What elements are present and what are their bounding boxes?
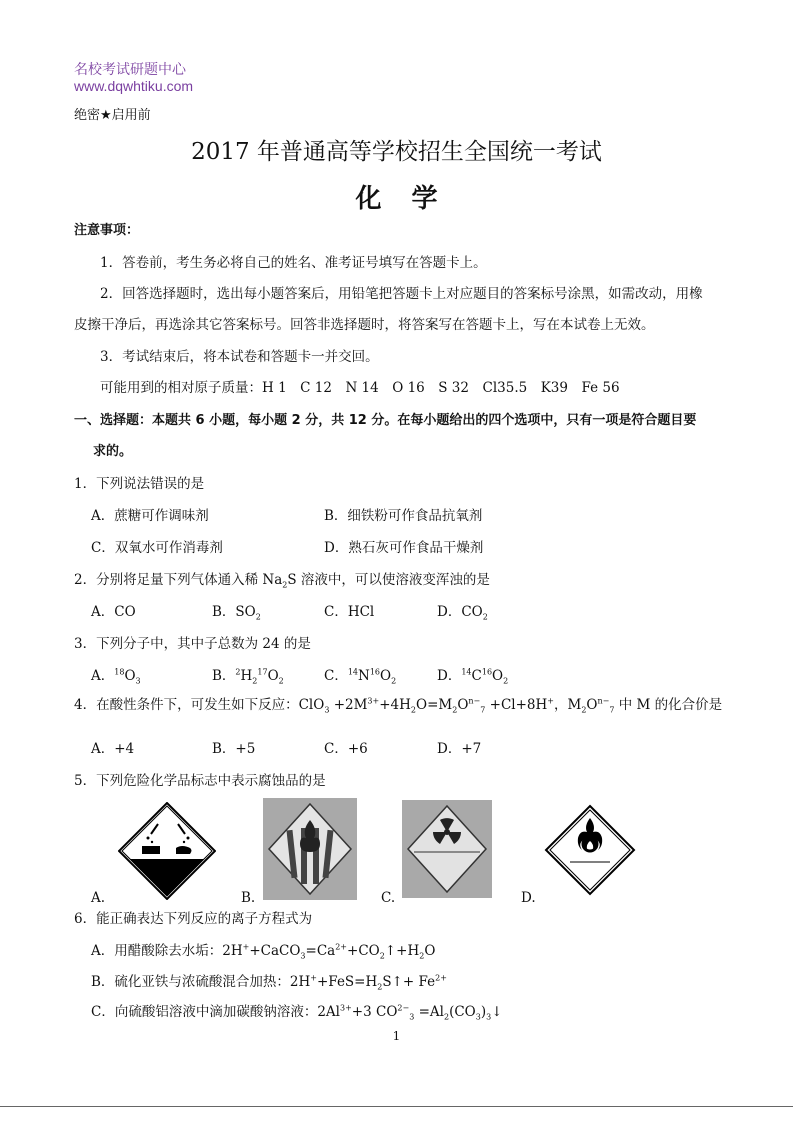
q5-option-d: D. [521, 890, 536, 906]
q4-option-d: D．+7 [437, 741, 482, 757]
q3-option-d: D．$^{14}C^{16}O_2$ [437, 667, 509, 686]
q3-option-c: C．$^{14}N^{16}O_2$ [324, 667, 397, 686]
radioactive-hazard-icon [402, 800, 492, 898]
secret-label: 绝密★启用前 [74, 108, 151, 123]
q2-option-a: A．CO [91, 604, 136, 620]
q5-option-c: C. [381, 890, 396, 906]
watermark-url[interactable]: www.dqwhtiku.com [74, 78, 194, 94]
q3-option-b: B．$^2H_2^{17}O_2$ [212, 667, 284, 686]
q6-option-b: B．硫化亚铁与浓硫酸混合加热：$2H^++FeS=H_2S↑+ Fe^{2+}$ [91, 973, 447, 992]
flammable-solid-hazard-icon [263, 798, 357, 900]
q5-option-b: B. [241, 890, 256, 906]
q2-option-d: D．$CO_2$ [437, 604, 488, 622]
atomic-masses: 可能用到的相对原子质量：H 1 C 12 N 14 O 16 S 32 Cl35.5 K39 Fe 56 [100, 380, 620, 396]
q1-option-d: D．熟石灰可作食品干燥剂 [324, 540, 484, 556]
notes-item-2-line1: 2．回答选择题时，选出每小题答案后，用铅笔把答题卡上对应题目的答案标号涂黑，如需改动，用橡 [100, 286, 703, 302]
q3-stem: 3．下列分子中，其中子总数为 24 的是 [74, 636, 311, 652]
q6-option-c: C．向硫酸铝溶液中滴加碳酸钠溶液：$2Al^{3+}+3$ $CO^{2-}_3$ $=Al_2(CO_3)_3↓$ [91, 1003, 503, 1022]
section-heading-line2: 求的。 [93, 444, 133, 459]
q1-option-b: B．细铁粉可作食品抗氧剂 [324, 508, 483, 524]
oxidizer-hazard-icon [544, 804, 636, 896]
notes-item-3: 3．考试结束后，将本试卷和答题卡一并交回。 [100, 349, 379, 365]
subject-title: 化学 [355, 184, 468, 214]
q4-option-b: B．+5 [212, 741, 256, 757]
q4-stem: 4．在酸性条件下，可发生如下反应：$ClO_3 +2M^{3+}+4H_2O=M_2O^{n-}_7 +Cl+8H^+$，$M_2O^{n-}_7$ 中 M 的化合价是 [74, 696, 723, 715]
q3-option-a: A．$^{18}O_3$ [91, 667, 141, 686]
q2-stem: 2．分别将足量下列气体通入稀 $Na_2S$ 溶液中，可以使溶液变浑浊的是 [74, 572, 490, 590]
q4-option-a: A．+4 [91, 741, 135, 757]
q4-option-c: C．+6 [324, 741, 368, 757]
q5-stem: 5．下列危险化学品标志中表示腐蚀品的是 [74, 773, 326, 789]
watermark-title: 名校考试研题中心 [74, 62, 186, 78]
q2-option-c: C．HCl [324, 604, 375, 620]
q5-option-a: A. [91, 890, 106, 906]
q1-stem: 1．下列说法错误的是 [74, 476, 205, 492]
q2-option-b: B．$SO_2$ [212, 604, 261, 622]
q6-option-a: A．用醋酸除去水垢：$2H^++CaCO_3=Ca^{2+}+CO_2↑+H_2O$ [91, 942, 436, 961]
notes-item-1: 1．答卷前，考生务必将自己的姓名、准考证号填写在答题卡上。 [100, 255, 487, 271]
q1-option-a: A．蔗糖可作调味剂 [91, 508, 209, 524]
page-number: 1 [392, 1029, 401, 1043]
page-bottom-rule [0, 1106, 793, 1107]
q6-stem: 6．能正确表达下列反应的离子方程式为 [74, 911, 313, 927]
section-heading-line1: 一、选择题：本题共 6 小题，每小题 2 分，共 12 分。在每小题给出的四个选项中，只有一项是符合题目要 [74, 413, 697, 428]
notes-item-2-line2: 皮擦干净后，再选涂其它答案标号。回答非选择题时，将答案写在答题卡上，写在本试卷上无效。 [74, 317, 655, 333]
notes-heading: 注意事项： [74, 223, 140, 238]
corrosive-hazard-icon [118, 802, 216, 900]
exam-title: 2017 年普通高等学校招生全国统一考试 [191, 139, 602, 165]
q1-option-c: C．双氧水可作消毒剂 [91, 540, 223, 556]
